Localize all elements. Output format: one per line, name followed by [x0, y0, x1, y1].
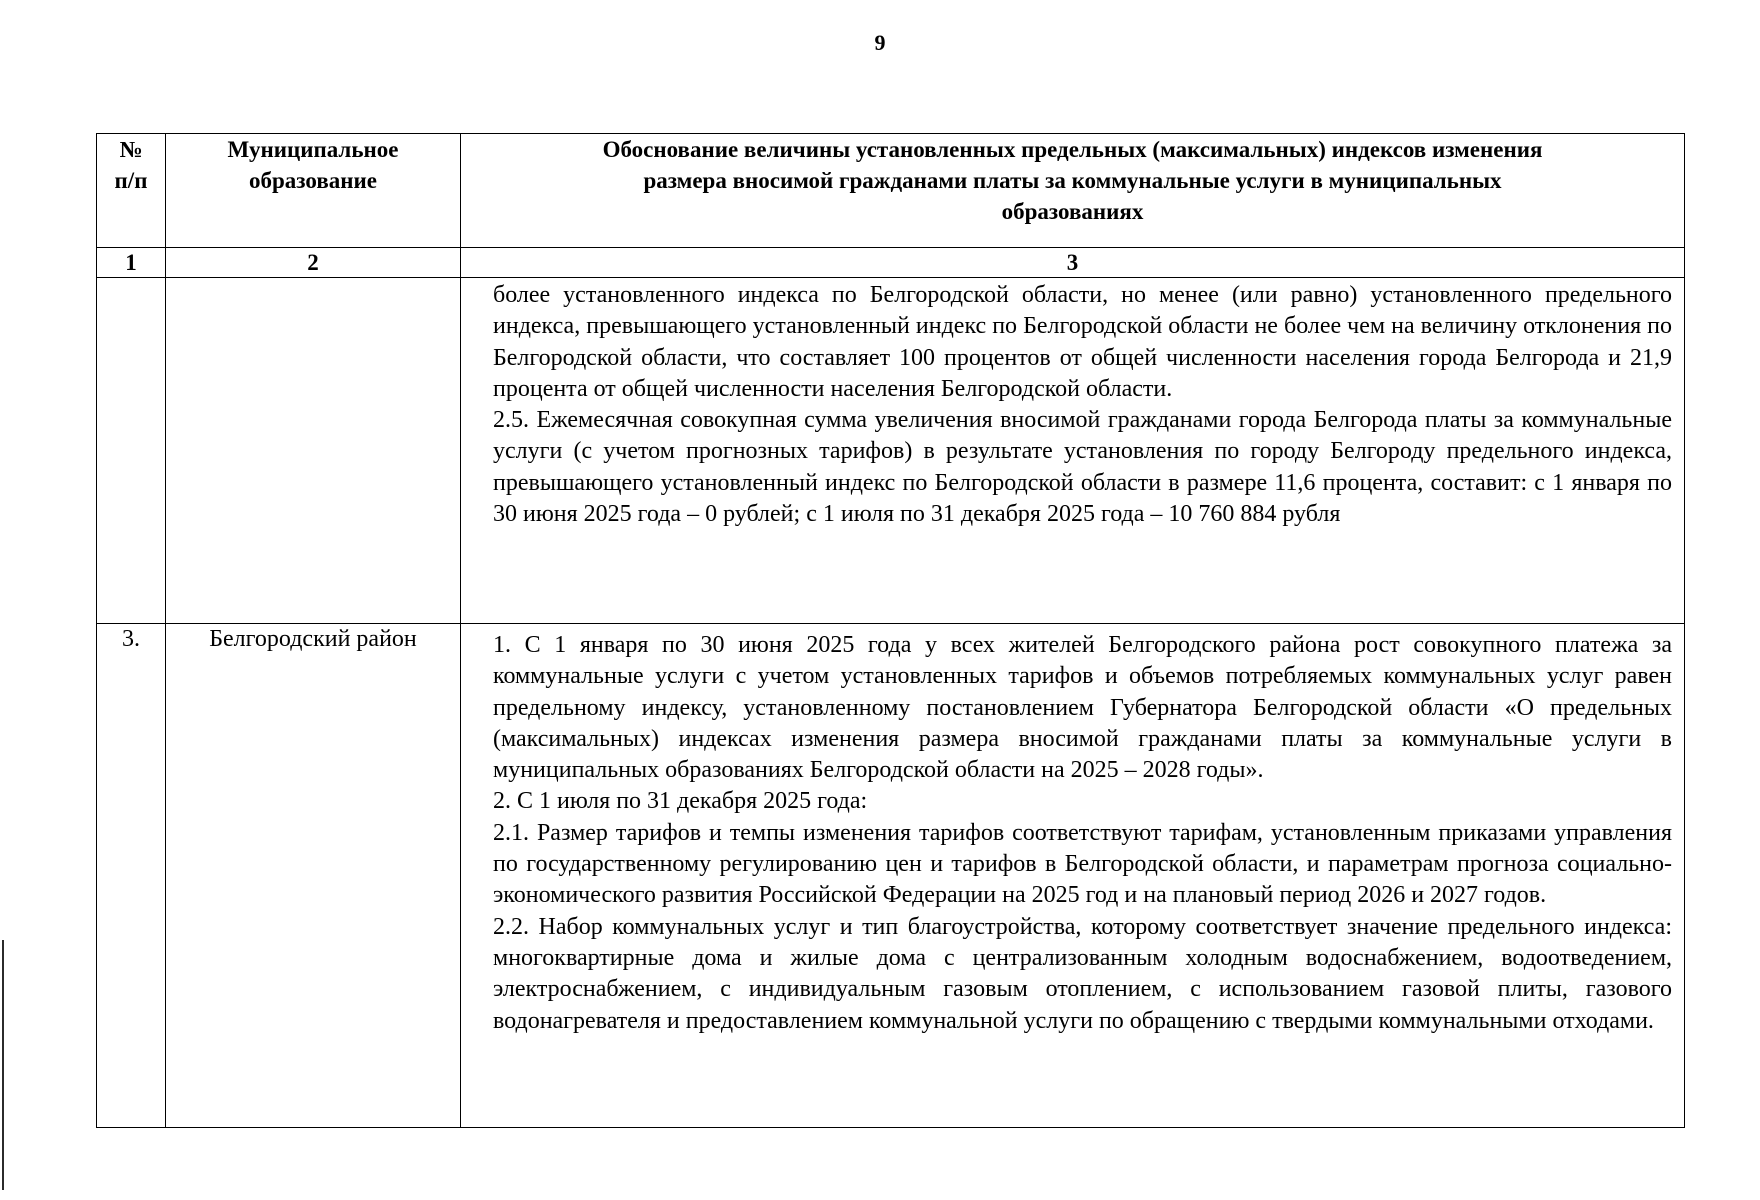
row-municipality [166, 278, 461, 624]
row-number [97, 278, 166, 624]
paragraph: 1. С 1 января по 30 июня 2025 года у всех жителей Белгородского района рост совокупного платежа за коммунальные услуги с учетом установленных тарифов и объемов потребляемых коммунальных услуг равен предельному индексу, установленному постановлением Губернатора Белгородской области «О предельных (максимальных) индексах изменения размера вносимой гражданами платы за коммунальные услуги в муниципальных образованиях Белгородской области на 2025 – 2028 годы». [493, 632, 1672, 784]
row-number: 3. [97, 624, 166, 1128]
paragraph: более установленного индекса по Белгородской области, но менее (или равно) установленного предельного индекса, превышающего установленный индекс по Белгородской области не более чем на величину отклонения по Белгородской области, что составляет 100 процентов от общей численности населения города Белгорода и 21,9 процента от общей численности населения Белгородской области. [493, 282, 1672, 402]
index-justification-table [96, 133, 1685, 1128]
header-municipality-line-1: Муниципальное [227, 137, 399, 162]
page-number: 9 [874, 30, 886, 55]
header-number-line-1: № [119, 137, 143, 162]
paragraph: 2.2. Набор коммунальных услуг и тип благоустройства, которому соответствует значение предельного индекса: многоквартирные дома и жилые дома с централизованным холодным водоснабжением, водоотведением, электроснабжением, с индивидуальным газовым отоплением, с использованием газовой плиты, газового водонагревателя и предоставлением коммунальной услуги по обращению с твердыми коммунальными отходами. [493, 913, 1672, 1034]
row-justification [461, 624, 1685, 1128]
row-justification [461, 278, 1685, 624]
row-municipality: Белгородский район [166, 624, 461, 1128]
column-number-1: 1 [97, 248, 166, 278]
table-header-row [97, 134, 1685, 248]
paragraph: 2.1. Размер тарифов и темпы изменения тарифов соответствуют тарифам, установленным приказами управления по государственному регулированию цен и тарифов в Белгородской области, и параметрам прогноза социально-экономического развития Российской Федерации на 2025 год и на плановый период 2026 и 2027 годов. [493, 819, 1672, 909]
column-number-3: 3 [461, 248, 1685, 278]
paragraph: 2.5. Ежемесячная совокупная сумма увеличения вносимой гражданами города Белгорода платы за коммунальные услуги (с учетом прогнозных тарифов) в результате установления по городу Белгороду предельного индекса, превышающего установленный индекс по Белгородской области в размере 11,6 процента, составит: с 1 января по 30 июня 2025 года – 0 рублей; с 1 июля по 31 декабря 2025 года – 10 760 884 рубля [493, 407, 1672, 528]
table-row [97, 278, 1685, 624]
header-justification-line-2: размера вносимой гражданами платы за коммунальные услуги в муниципальных [643, 168, 1502, 193]
scan-edge-mark [2, 940, 4, 1190]
header-justification-line-3: образованиях [1001, 199, 1144, 224]
header-municipality-line-2: образование [249, 168, 377, 193]
header-number-line-2: п/п [114, 168, 148, 193]
paragraph: 2. С 1 июля по 31 декабря 2025 года: [493, 788, 868, 815]
header-municipality [166, 134, 461, 248]
header-justification [461, 134, 1685, 248]
column-number-2: 2 [166, 248, 461, 278]
table-row [97, 624, 1685, 1128]
column-number-row [97, 248, 1685, 278]
header-number [97, 134, 166, 248]
header-justification-line-1: Обоснование величины установленных предельных (максимальных) индексов изменения [602, 137, 1543, 162]
